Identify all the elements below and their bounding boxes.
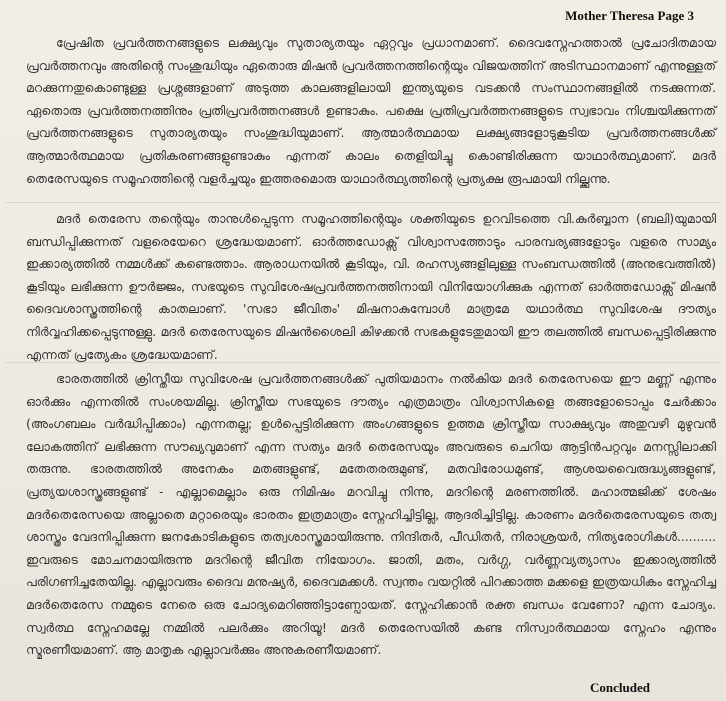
- page-footer: Concluded: [590, 680, 650, 695]
- paragraph-1: പ്രേഷിത പ്രവർത്തനങ്ങളുടെ ലക്ഷ്യവും സുതാര്യതയും ഏറ്റവും പ്രധാനമാണ്. ദൈവസ്നേഹത്താൽ പ്രചോദിതമായ പ്രവർത്തനവും അതിന്റെ സംശുദ്ധിയും ഏതൊരു മിഷൻ പ്രവർത്തനത്തിന്റെയും വിജയത്തിന് അടിസ്ഥാനമാണ് എന്നുള്ളത് മറക്കുന്നതുകൊണ്ടുള്ള പ്രശ്നങ്ങളാണ് അടുത്ത കാലങ്ങളിലായി ഇന്ത്യയുടെ വടക്കൻ സംസ്ഥാനങ്ങളിൽ നടക്കുന്നത്. ഏതൊരു പ്രവർത്തനത്തിനും പ്രതിപ്രവർത്തനങ്ങൾ ഉണ്ടാകും. പക്ഷെ പ്രതിപ്രവർത്തനങ്ങളുടെ സ്വഭാവം നിശ്ചയിക്കുന്നത് പ്രവർത്തനങ്ങളുടെ സുതാര്യതയും സംശുദ്ധിയുമാണ്. ആത്മാർത്ഥമായ ലക്ഷ്യങ്ങളോടുകൂടിയ പ്രവർത്തനങ്ങൾക്ക് ആത്മാർത്ഥമായ പ്രതികരണങ്ങളുണ്ടാകും എന്നത് കാലം തെളിയിച്ചു കൊണ്ടിരിക്കുന്ന യാഥാർത്ഥ്യമാണ്. മദർ തെരേസയുടെ സമൂഹത്തിന്റെ വളർച്ചയും ഇത്തരമൊരു യാഥാർത്ഥ്യത്തിന്റെ പ്രത്യക്ഷ രൂപമായി നില്ക്കുന്നു.: [26, 35, 716, 186]
- page-header: Mother Theresa Page 3: [565, 8, 694, 23]
- paragraph-divider: [6, 362, 720, 363]
- paragraph-2: മദർ തെരേസ തന്റെയും താനുൾപ്പെടുന്ന സമൂഹത്തിന്റെയും ശക്തിയുടെ ഉറവിടത്തെ വി.കുർബ്ബാന (ബലി)യുമായി ബന്ധിപ്പിക്കുന്നത് വളരെയേറെ ശ്രദ്ധേയമാണ്. ഓർത്തഡോക്സ് വിശ്വാസത്തോടും പാരമ്പര്യങ്ങളോടും വളരെ സാമ്യം ഇക്കാര്യത്തിൽ നമ്മൾക്ക് കണ്ടെത്താം. ആരാധനയിൽ കൂടിയും, വി. രഹസ്യങ്ങളിലുള്ള സംബന്ധത്തിൽ (അനുഭവത്തിൽ) കൂടിയും ലഭിക്കുന്ന ഊർജ്ജം, സഭയുടെ സുവിശേഷപ്രവർത്തനത്തിനായി വിനിയോഗിക്കുക എന്നത് ഓർത്തഡോക്സ് മിഷൻ ദൈവശാസ്ത്രത്തിന്റെ കാതലാണ്. 'സഭാ ജീവിതം' മിഷനാകുമ്പോൾ മാത്രമേ യഥാർത്ഥ സുവിശേഷ ദൗത്യം നിർവ്വഹിക്കപ്പെടുന്നുള്ളു. മദർ തെരേസയുടെ മിഷൻശൈലി കിഴക്കൻ സഭകളുടേതുമായി ഈ തലത്തിൽ ബന്ധപ്പെട്ടിരിക്കുന്നു എന്നത് പ്രത്യേകം ശ്രദ്ധേയമാണ്.: [26, 211, 716, 362]
- paragraph-divider: [6, 202, 720, 203]
- paragraph-3: ഭാരതത്തിൽ ക്രിസ്തീയ സുവിശേഷ പ്രവർത്തനങ്ങൾക്ക് പുതിയമാനം നൽകിയ മദർ തെരേസയെ ഈ മണ്ണ് എന്നും ഓർക്കും എന്നതിൽ സംശയമില്ല. ക്രിസ്തീയ സഭയുടെ ദൗത്യം എത്രമാത്രം വിശ്വാസികളെ തങ്ങളോടൊപ്പം ചേർക്കാം (അംഗബലം വർദ്ധിപ്പിക്കാം) എന്നതല്ല; ഉൾപ്പെട്ടിരിക്കുന്ന അംഗങ്ങളുടെ ഉത്തമ ക്രിസ്തീയ സാക്ഷ്യവും അതുവഴി മുഴുവൻ ലോകത്തിന് ലഭിക്കുന്ന സൗഖ്യവുമാണ് എന്ന സത്യം മദർ തെരേസയും അവരുടെ ചെറിയ ആട്ടിൻപറ്റവും മനസ്സിലാക്കി തരുന്നു. ഭാരതത്തിൽ അനേകം മതങ്ങളുണ്ട്, മതേതരരുമുണ്ട്, മതവിരോധമുണ്ട്, ആശയവൈരുദ്ധ്യങ്ങളുണ്ട്, പ്രത്യയശാസ്ത്രങ്ങളുണ്ട് - എല്ലാമെല്ലാം ഒരു നിമിഷം മറവിച്ചു നിന്നു, മദറിന്റെ മരണത്തിൽ. മഹാത്മജിക്ക് ശേഷം മദർതെരേസയെ അല്ലാതെ മറ്റാരെയും ഭാരതം ഇത്രമാത്രം സ്നേഹിച്ചിട്ടില്ല, ആദരിച്ചിട്ടില്ല. കാരണം മദർതെരേസയുടെ തത്വ ശാസ്ത്രം വേദനിപ്പിക്കുന്ന ജനകോടികളുടെ തത്വശാസ്ത്രമായിരുന്നു. നിന്ദിതർ, പീഡിതർ, നിരാശ്രയർ, നിത്യരോഗികൾ.......... ഇവരുടെ മോചനമായിരുന്നു മദറിന്റെ ജീവിത നിയോഗം. ജാതി, മതം, വർഗ്ഗ, വർണ്ണവ്യത്യാസം ഇക്കാര്യത്തിൽ പരിഗണിച്ചതേയില്ല. എല്ലാവരും ദൈവ മനുഷ്യർ, ദൈവമക്കൾ. സ്വന്തം വയറ്റിൽ പിറക്കാത്ത മക്കളെ ഇത്രയധികം സ്നേഹിച്ച മദർതെരേസ നമ്മുടെ നേരെ ഒരു ചോദ്യമെറിഞ്ഞിട്ടാണ്പോയത്. സ്നേഹിക്കാൻ രക്ത ബന്ധം വേണോ? എന്ന ചോദ്യം. സ്വർത്ഥ സ്നേഹമല്ലേ നമ്മിൽ പലർക്കും അറിയൂ! മദർ തെരേസയിൽ കണ്ട നിസ്വാർത്ഥമായ സ്നേഹം എന്നും സ്മരണീയമാണ്. ആ മാതൃക എല്ലാവർക്കും അനുകരണീയമാണ്.: [26, 371, 716, 658]
